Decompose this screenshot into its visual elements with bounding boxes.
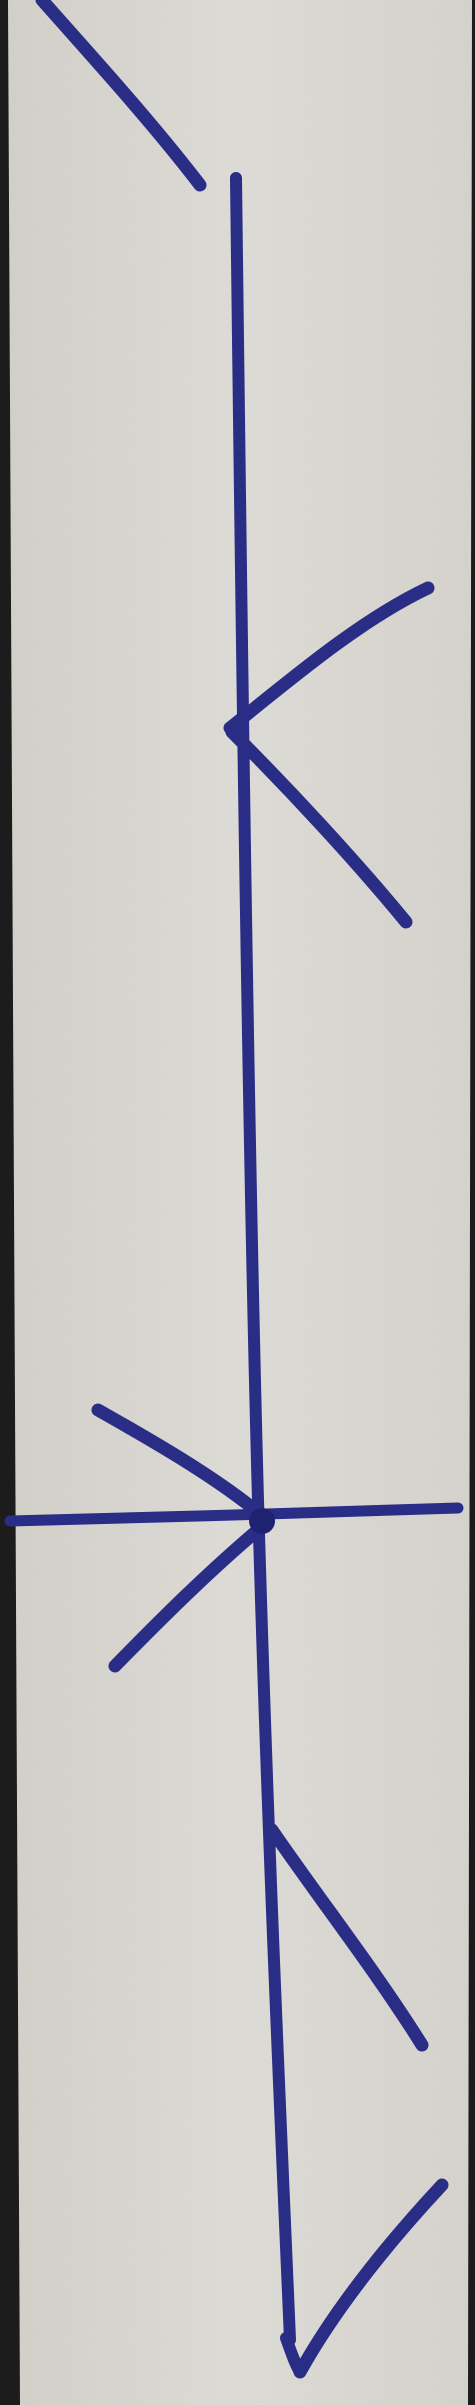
ink-crossing-dot	[249, 1508, 275, 1534]
